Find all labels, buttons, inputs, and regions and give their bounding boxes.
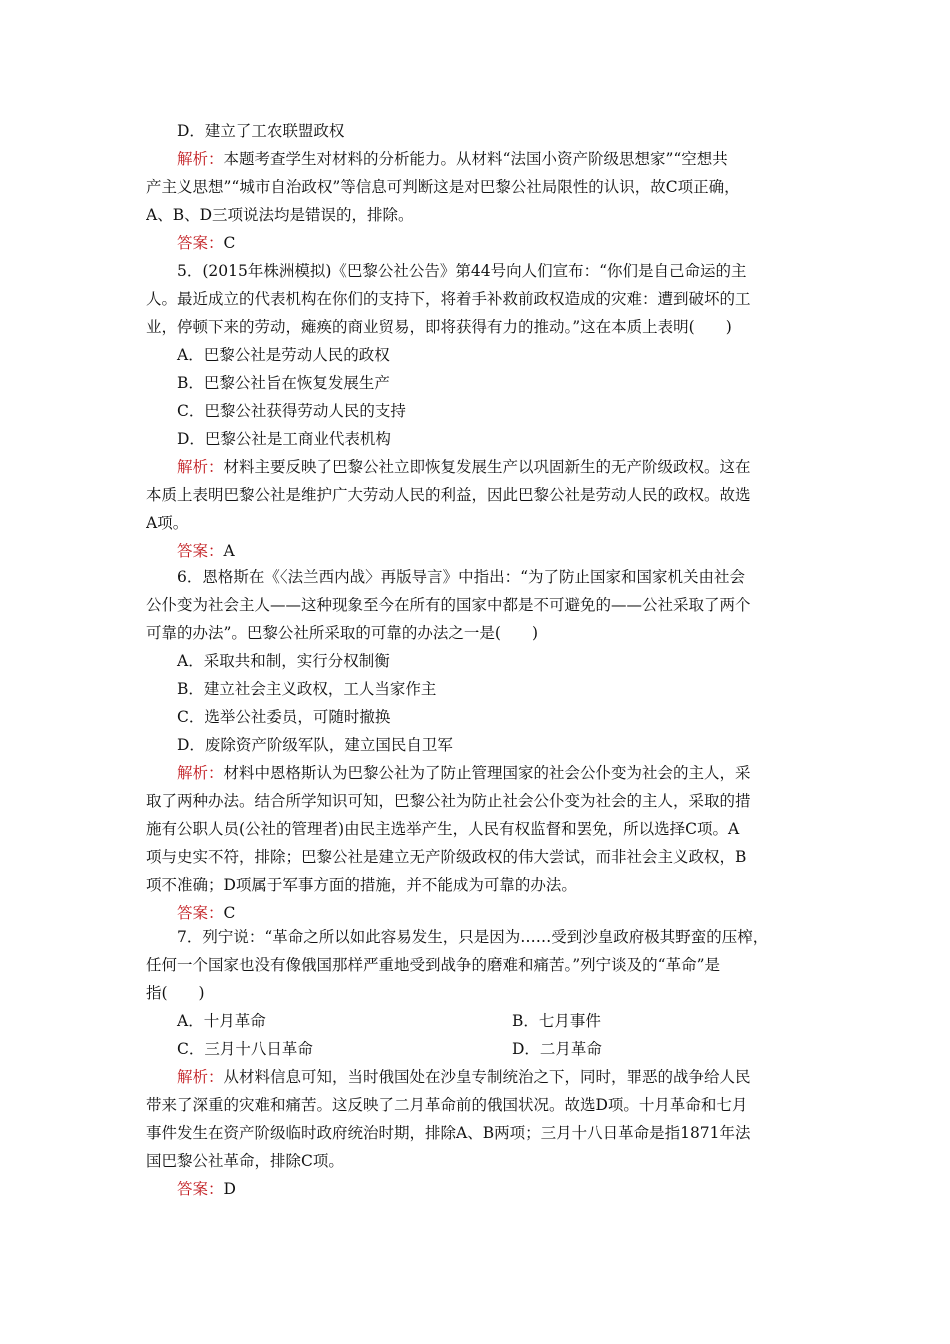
analysis-text: 本题考查学生对材料的分析能力。从材料“法国小资产阶级思想家”“空想共 xyxy=(223,150,728,168)
q7-stem: 任何一个国家也没有像俄国那样严重地受到战争的磨难和痛苦。”列宁谈及的“革命”是 xyxy=(146,956,721,974)
q7-option-d: D．二月革命 xyxy=(512,1040,602,1058)
q4-option-d: D．建立了工农联盟政权 xyxy=(177,122,345,140)
answer-label: 答案： xyxy=(177,904,224,922)
q6-stem: 公仆变为社会主人——这种现象至今在所有的国家中都是不可避免的——公社采取了两个 xyxy=(146,596,751,614)
answer-label: 答案： xyxy=(177,1180,224,1198)
q5-analysis xyxy=(146,453,810,481)
q6-option-a: A．采取共和制，实行分权制衡 xyxy=(177,652,390,670)
analysis-text: 国巴黎公社革命，排除C项。 xyxy=(146,1152,344,1170)
q5-stem: 5．(2015年株洲模拟)《巴黎公社公告》第44号向人们宣布：“你们是自己命运的主 xyxy=(177,262,747,280)
q7-analysis xyxy=(146,1063,810,1091)
q7-option-b: B．七月事件 xyxy=(512,1012,601,1030)
analysis-text: 材料主要反映了巴黎公社立即恢复发展生产以巩固新生的无产阶级政权。这在 xyxy=(223,458,751,476)
q7-stem: 指( ) xyxy=(146,984,205,1002)
question-6 xyxy=(146,563,810,927)
question-5 xyxy=(146,257,810,565)
q7-options-row-1 xyxy=(146,1007,810,1035)
analysis-text: 施有公职人员(公社的管理者)由民主选举产生，人民有权监督和罢免，所以选择C项。A xyxy=(146,820,740,838)
q6-stem: 可靠的办法”。巴黎公社所采取的可靠的办法之一是( ) xyxy=(146,624,539,642)
analysis-text: 项不准确；D项属于军事方面的措施，并不能成为可靠的办法。 xyxy=(146,876,577,894)
answer-value: C xyxy=(223,234,236,252)
answer-value: D xyxy=(223,1180,236,1198)
q4-answer xyxy=(146,229,810,257)
analysis-text: A、B、D三项说法均是错误的，排除。 xyxy=(146,206,414,224)
q5-answer xyxy=(146,537,810,565)
q5-option-c: C．巴黎公社获得劳动人民的支持 xyxy=(177,402,406,420)
q7-options-row-2 xyxy=(146,1035,810,1063)
answer-label: 答案： xyxy=(177,234,224,252)
q6-option-d: D．废除资产阶级军队，建立国民自卫军 xyxy=(177,736,453,754)
answer-value: A xyxy=(223,542,235,560)
question-4-tail xyxy=(146,117,810,257)
analysis-label: 解析： xyxy=(177,150,224,168)
question-7 xyxy=(146,923,810,1203)
q6-option-c: C．选举公社委员，可随时撤换 xyxy=(177,708,391,726)
analysis-text: 取了两种办法。结合所学知识可知，巴黎公社为防止社会公仆变为社会的主人，采取的措 xyxy=(146,792,751,810)
analysis-text: 从材料信息可知，当时俄国处在沙皇专制统治之下，同时，罪恶的战争给人民 xyxy=(223,1068,751,1086)
answer-label: 答案： xyxy=(177,542,224,560)
q7-stem: 7．列宁说：“革命之所以如此容易发生，只是因为……受到沙皇政府极其野蛮的压榨， xyxy=(177,928,769,946)
analysis-label: 解析： xyxy=(177,458,224,476)
q5-option-d: D．巴黎公社是工商业代表机构 xyxy=(177,430,391,448)
analysis-text: 项与史实不符，排除；巴黎公社是建立无产阶级政权的伟大尝试，而非社会主义政权，B xyxy=(146,848,747,866)
analysis-text: 带来了深重的灾难和痛苦。这反映了二月革命前的俄国状况。故选D项。十月革命和七月 xyxy=(146,1096,748,1114)
analysis-text: 材料中恩格斯认为巴黎公社为了防止管理国家的社会公仆变为社会的主人，采 xyxy=(223,764,751,782)
q5-option-b: B．巴黎公社旨在恢复发展生产 xyxy=(177,374,390,392)
q5-stem: 人。最近成立的代表机构在你们的支持下，将着手补救前政权造成的灾难：遭到破坏的工 xyxy=(146,290,751,308)
q4-analysis xyxy=(146,145,810,173)
analysis-label: 解析： xyxy=(177,764,224,782)
q6-analysis xyxy=(146,759,810,787)
q5-option-a: A．巴黎公社是劳动人民的政权 xyxy=(177,346,390,364)
analysis-text: 事件发生在资产阶级临时政府统治时期，排除A、B两项；三月十八日革命是指1871年法 xyxy=(146,1124,751,1142)
q7-answer xyxy=(146,1175,810,1203)
answer-value: C xyxy=(223,904,236,922)
analysis-text: 产主义思想”“城市自治政权”等信息可判断这是对巴黎公社局限性的认识，故C项正确， xyxy=(146,178,740,196)
q7-option-c: C．三月十八日革命 xyxy=(177,1040,313,1058)
analysis-text: 本质上表明巴黎公社是维护广大劳动人民的利益，因此巴黎公社是劳动人民的政权。故选 xyxy=(146,486,751,504)
analysis-text: A项。 xyxy=(146,514,189,532)
q6-stem: 6．恩格斯在《〈法兰西内战〉再版导言》中指出：“为了防止国家和国家机关由社会 xyxy=(177,568,746,586)
q7-option-a: A．十月革命 xyxy=(177,1012,266,1030)
q6-option-b: B．建立社会主义政权，工人当家作主 xyxy=(177,680,437,698)
q5-stem: 业，停顿下来的劳动，瘫痪的商业贸易，即将获得有力的推动。”这在本质上表明( ) xyxy=(146,318,732,336)
analysis-label: 解析： xyxy=(177,1068,224,1086)
